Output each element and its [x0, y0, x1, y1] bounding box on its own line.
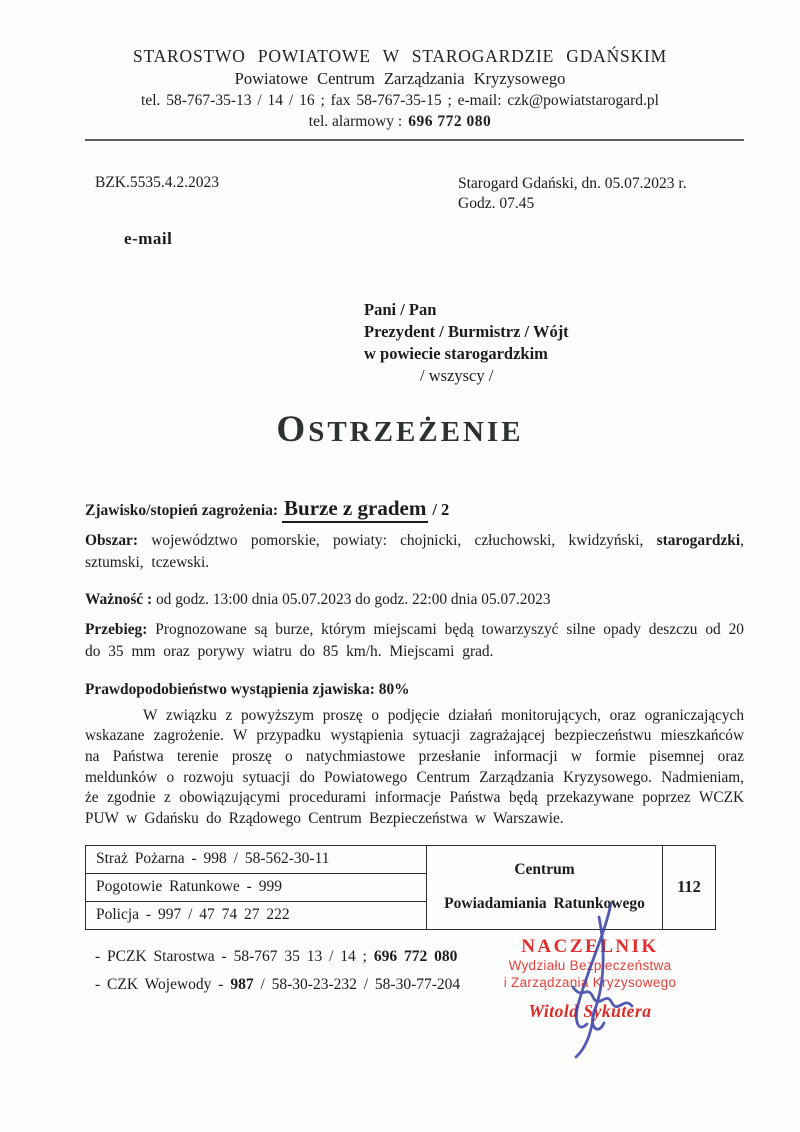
czk-prefix: - CZK Wojewody - [95, 976, 231, 994]
letterhead [0, 0, 800, 131]
letterhead-divider-rule [85, 139, 744, 141]
handwritten-signature [523, 893, 683, 1063]
hazard-line [85, 496, 744, 521]
rescue-center-line2: Powiadamiania Ratunkowego [444, 895, 645, 913]
recipient-titles: Prezydent / Burmistrz / Wójt [364, 322, 569, 341]
stamp-signatory-name: Witold Sykutera [528, 1001, 652, 1021]
stamp-department-line2: i Zarządzania Kryzysowego [503, 974, 677, 990]
validity-text: od godz. 13:00 dnia 05.07.2023 do godz. 22:00 dnia 05.07.2023 [152, 591, 551, 609]
recipient-salutation: Pani / Pan [364, 300, 437, 319]
place-date: Starogard Gdański, dn. 05.07.2023 r. [458, 175, 687, 192]
czk-number: 987 [230, 976, 254, 994]
area-bold-county: starogardzki [656, 532, 741, 549]
body-paragraph: W związku z powyższym proszę o podjęcie działań monitorujących, oraz ograniczających wskazane zagrożenie. W przypadku wystąpienia sytuacji zagrażającej bezpieczeństwu mieszkańców na Państwa terenie proszę o natychmiastowe przesłanie informacji w formie pisemnej oraz meldunków o rozwoju sytuacji do Powiatowego Centrum Zarządzania Kryzysowego. Nadmieniam, że zgodnie z obowiązującymi procedurami informacje Państwa będą przekazywane poprzez WCZK PUW w Gdańsku do Rządowego Centrum Bezpieczeństwa w Warszawie. [85, 706, 744, 827]
course-label: Przebieg: [85, 621, 148, 639]
recipient-block [364, 299, 800, 387]
emergency-number-cell: 112 [663, 845, 716, 929]
rescue-center-line1: Centrum [514, 861, 575, 879]
probability-line [85, 679, 744, 701]
letterhead-alarm-line [0, 112, 800, 131]
area-text-2: , sztumski, tczewski. [85, 532, 744, 571]
area-text-1: województwo pomorskie, powiaty: chojnicki, człuchowski, kwidzyński, [138, 532, 657, 549]
letterhead-contact-line: tel. 58-767-35-13 / 14 / 16 ; fax 58-767-35-15 ; e-mail: czk@powiatstarogard.pl [141, 92, 659, 109]
place-date-block [458, 174, 740, 214]
hazard-level: / 2 [432, 500, 450, 519]
document-time: Godz. 07.45 [458, 195, 535, 212]
course-paragraph [85, 619, 744, 663]
delivery-method: e-mail [124, 229, 173, 248]
course-text: Prognozowane są burze, którym miejscami będą towarzyszyć silne opady deszczu od 20 do 35 mm oraz porywy wiatru do 85 km/h. Miejscami grad. [85, 621, 744, 661]
reference-date-row [95, 174, 740, 214]
table-row [86, 845, 716, 873]
police-cell: Policja - 997 / 47 74 27 222 [86, 901, 427, 929]
recipient-district: w powiecie starogardzkim [364, 344, 548, 363]
hazard-name: Burze z gradem [282, 496, 428, 523]
validity-line [85, 589, 744, 611]
recipient-all: / wszyscy / [420, 366, 494, 385]
stamp-title: NACZELNIK [521, 936, 659, 957]
stamp-department-line1: Wydziału Bezpieczeństwa [508, 958, 672, 973]
probability-label: Prawdopodobieństwo wystąpienia zjawiska: [85, 680, 375, 698]
letterhead-office-name: STAROSTWO POWIATOWE W STAROGARDZIE GDAŃSKIM [132, 46, 668, 66]
alarm-phone-number: 696 772 080 [408, 113, 492, 130]
probability-value: 80% [378, 680, 410, 698]
alarm-phone-label: tel. alarmowy : [308, 113, 403, 130]
pczk-alarm-number: 696 772 080 [373, 947, 458, 965]
czk-suffix: / 58-30-23-232 / 58-30-77-204 [253, 976, 461, 994]
document-title: OSTRZEŻENIE [276, 409, 524, 450]
fire-brigade-cell: Straż Pożarna - 998 / 58-562-30-11 [86, 845, 427, 873]
area-paragraph [85, 530, 744, 574]
ambulance-cell: Pogotowie Ratunkowe - 999 [86, 873, 427, 901]
letterhead-center-name: Powiatowe Centrum Zarządzania Kryzysowego [234, 69, 566, 88]
validity-label: Ważność : [85, 591, 153, 609]
pczk-text: - PCZK Starostwa - 58-767 35 13 / 14 ; [95, 947, 374, 965]
area-label: Obszar: [85, 532, 139, 549]
signature-stroke [576, 903, 611, 1027]
hazard-label: Zjawisko/stopień zagrożenia: [85, 502, 279, 519]
reference-number: BZK.5535.4.2.2023 [95, 174, 219, 191]
